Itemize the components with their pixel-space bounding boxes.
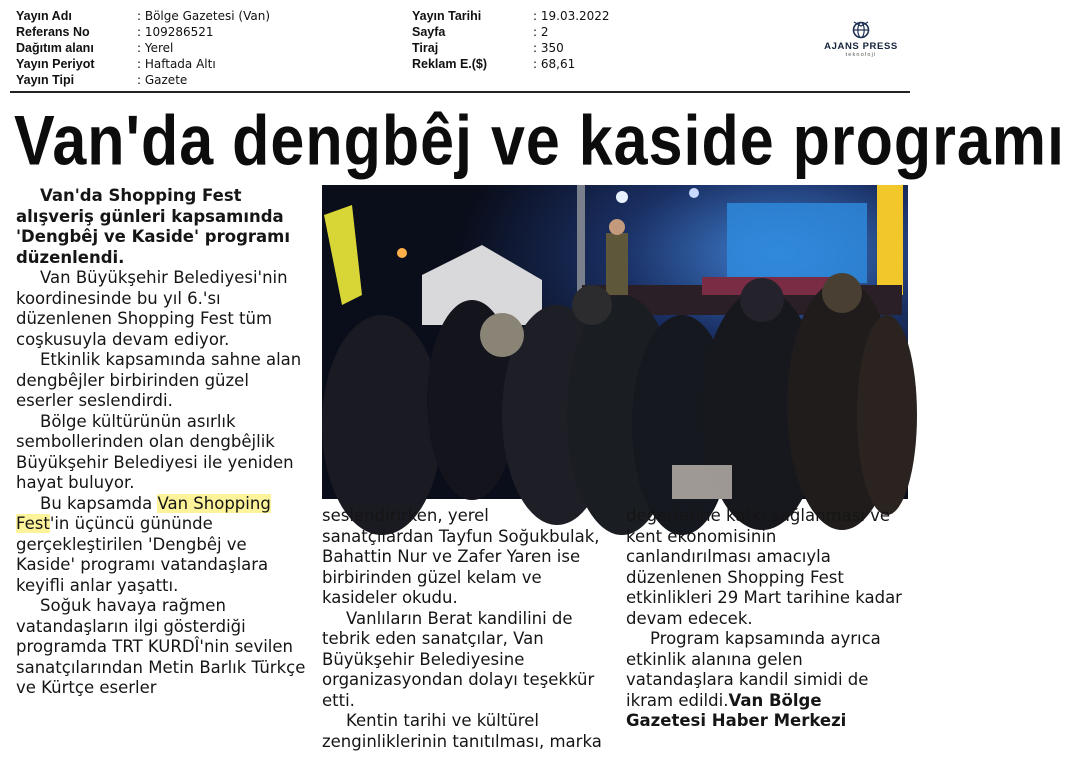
article-column-2 <box>322 506 604 752</box>
logo-brand-text: AJANS PRESS <box>824 41 898 52</box>
publication-meta-left <box>16 8 270 88</box>
text-run: Program kapsamında ayrıca etkinlik alanına gelen vatandaşlara kandil simidi de ikram edildi. <box>626 629 881 710</box>
meta-value: : 109286521 <box>137 25 214 39</box>
article-column-3 <box>626 506 904 732</box>
body-paragraph <box>16 494 306 597</box>
meta-label: Yayın Periyot <box>16 57 95 71</box>
meta-value: : 350 <box>533 41 564 55</box>
meta-label: Yayın Adı <box>16 9 72 23</box>
meta-row <box>412 40 610 56</box>
meta-row <box>16 24 270 40</box>
publication-meta-right <box>412 8 610 72</box>
meta-value: : 68,61 <box>533 57 576 71</box>
lead-paragraph: Van'da Shopping Fest alışveriş günleri kapsamında 'Dengbêj ve Kaside' programı düzenlendi. <box>16 186 290 267</box>
body-paragraph: Soğuk havaya rağmen vatandaşların ilgi gösterdiği programda TRT KURDÎ'nin sevilen sanatçılarından Metin Barlık Türkçe ve Kürtçe eserler <box>16 596 306 697</box>
byline: Van Bölge Gazetesi Haber Merkezi <box>626 690 847 730</box>
body-paragraph: Kentin tarihi ve kültürel zenginliklerinin tanıtılması, marka <box>322 711 602 751</box>
meta-label: Sayfa <box>412 25 446 39</box>
meta-label: Yayın Tipi <box>16 73 75 87</box>
body-paragraph <box>626 629 904 732</box>
body-paragraph: seslendirirken, yerel sanatçılardan Tayfun Soğukbulak, Bahattin Nur ve Zafer Yaren ise birbirinden güzel kelam ve kasideler okudu. <box>322 506 600 607</box>
meta-row <box>16 72 270 88</box>
meta-value: : 19.03.2022 <box>533 9 610 23</box>
meta-value: : Haftada Altı <box>137 57 216 71</box>
meta-row <box>16 56 270 72</box>
meta-value: : Bölge Gazetesi (Van) <box>137 9 271 23</box>
body-paragraph: değerlerine katkı sağlanması ve kent ekonomisinin canlandırılması amacıyla düzenlenen Shopping Fest etkinlikleri 29 Mart tarihine kadar devam edecek. <box>626 506 902 628</box>
article-column-1 <box>16 186 306 699</box>
meta-row <box>412 8 610 24</box>
meta-label: Dağıtım alanı <box>16 41 94 55</box>
header-divider <box>10 91 910 93</box>
meta-value: : 2 <box>533 25 549 39</box>
body-paragraph: Van Büyükşehir Belediyesi'nin koordinesinde bu yıl 6.'sı düzenlenen Shopping Fest tüm coşkusuyla devam ediyor. <box>16 268 288 349</box>
concert-crowd-photo <box>322 185 908 499</box>
highlighted-keyword: Van Shopping Fest <box>16 493 271 533</box>
photo-illustration <box>322 185 908 499</box>
meta-row <box>412 56 610 72</box>
meta-value: : Gazete <box>137 73 188 87</box>
meta-row <box>16 8 270 24</box>
ajans-press-logo <box>812 20 910 58</box>
body-paragraph: Vanlıların Berat kandilini de tebrik eden sanatçılar, Van Büyükşehir Belediyesine organizasyondan dolayı teşekkür etti. <box>322 608 595 710</box>
logo-sub-text: teknoloji <box>845 52 877 58</box>
globe-icon <box>850 20 872 40</box>
body-paragraph: Bölge kültürünün asırlık sembollerinden olan dengbêjlik Büyükşehir Belediyesi ile yeniden hayat buluyor. <box>16 411 294 492</box>
meta-row <box>412 24 610 40</box>
meta-label: Yayın Tarihi <box>412 9 482 23</box>
meta-row <box>16 40 270 56</box>
article-headline: Van'da dengbêj ve kaside programı <box>14 101 1065 180</box>
meta-label: Tiraj <box>412 41 439 55</box>
text-run: 'in üçüncü gününde gerçekleştirilen 'Dengbêj ve Kaside' programı vatandaşlara keyifli anlar yaşattı. <box>16 514 269 595</box>
meta-label: Reklam E.($) <box>412 57 488 71</box>
text-run: Bu kapsamda <box>40 493 158 513</box>
meta-value: : Yerel <box>137 41 174 55</box>
meta-label: Referans No <box>16 25 90 39</box>
body-paragraph: Etkinlik kapsamında sahne alan dengbêjler birbirinden güzel eserler seslendirdi. <box>16 350 302 410</box>
